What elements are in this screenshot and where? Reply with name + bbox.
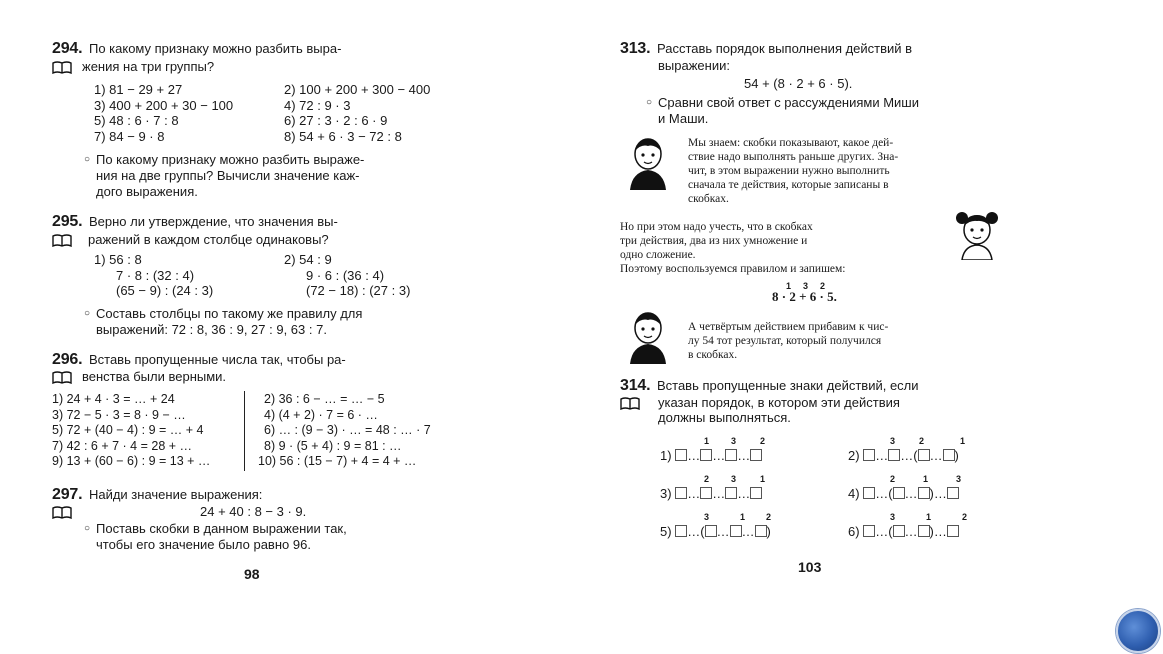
expression: 7) 84 − 9 · 8	[94, 128, 165, 144]
order-mark: 1	[704, 436, 710, 446]
expression: 1) 81 − 29 + 27	[94, 82, 183, 97]
order-mark: 2	[890, 474, 896, 484]
task-number: 296.	[52, 351, 83, 368]
blank-box[interactable]	[893, 525, 905, 537]
task-294-heading	[52, 41, 452, 56]
task-296-col1	[52, 392, 210, 470]
blank-box[interactable]	[675, 487, 687, 499]
blank-box[interactable]	[700, 449, 712, 461]
task-number: 314.	[620, 377, 651, 394]
expression: 8) 54 + 6 · 3 − 72 : 8	[284, 128, 402, 144]
task-295-question: Составь столбцы по такому же правилу для выражений: 72 : 8, 36 : 9, 27 : 9, 63 : 7.	[96, 306, 363, 337]
blank-expression: 6) …( … )…	[848, 524, 959, 539]
order-mark: 1	[923, 474, 929, 484]
blank-expression: 3) … … …	[660, 486, 762, 501]
equation: 3) 72 − 5 · 3 = 8 · 9 − …	[52, 407, 186, 422]
blank-box[interactable]	[725, 449, 737, 461]
order-mark: 3	[890, 436, 896, 446]
blank-expression: 2) … …( … )	[848, 448, 959, 463]
expression: 2) 100 + 200 + 300 − 400	[284, 82, 431, 97]
blank-box[interactable]	[705, 525, 717, 537]
girl-portrait-icon	[954, 208, 1000, 265]
order-mark: 3	[890, 512, 896, 522]
blank-box[interactable]	[730, 525, 742, 537]
task-number: 294.	[52, 40, 83, 57]
equation: 5) 72 + (40 − 4) : 9 = … + 4	[52, 423, 204, 437]
task-314-text: указан порядок, в котором эти действия должны выполняться.	[658, 395, 900, 425]
task-294-question: По какому признаку можно разбить выраже- ния на две группы? Вычисли значение каж- дого выражения.	[96, 152, 365, 199]
blank-box[interactable]	[947, 525, 959, 537]
task-294-col1	[94, 82, 233, 144]
order-expression: 8 · 2 + 6 · 5.	[772, 289, 837, 304]
equation: 8) 9 · (5 + 4) : 9 = 81 : …	[264, 438, 402, 453]
task-text: выражении:	[658, 58, 730, 73]
blank-box[interactable]	[918, 487, 930, 499]
blank-box[interactable]	[947, 487, 959, 499]
equation: 1) 24 + 4 · 3 = … + 24	[52, 392, 175, 406]
open-book-icon	[52, 234, 72, 247]
order-mark: 3	[803, 281, 809, 291]
expression: 3) 400 + 200 + 30 − 100	[94, 97, 234, 113]
task-text: венства были верными.	[82, 369, 227, 384]
bullet-icon: ○	[646, 97, 653, 108]
order-mark: 1	[786, 281, 792, 291]
order-mark: 1	[960, 436, 966, 446]
task-text: жения на три группы?	[82, 59, 215, 74]
blank-box[interactable]	[755, 525, 767, 537]
task-297-heading	[52, 487, 452, 502]
round-logo[interactable]	[1116, 609, 1160, 653]
expression: 6) 27 : 3 · 2 : 6 · 9	[284, 113, 388, 128]
blank-expression: 1) … … …	[660, 448, 762, 463]
open-book-icon	[52, 506, 72, 519]
blank-expression: 5) …( … … )	[660, 524, 771, 539]
blank-box[interactable]	[675, 525, 687, 537]
boy-portrait-icon	[626, 312, 670, 369]
task-295-col2	[284, 252, 410, 299]
order-mark: 2	[962, 512, 968, 522]
bullet-icon: ○	[84, 154, 91, 165]
equation: 4) (4 + 2) · 7 = 6 · …	[264, 407, 378, 422]
task-296-heading	[52, 352, 452, 367]
expression: 1) 56 : 8	[94, 252, 142, 267]
blank-box[interactable]	[918, 449, 930, 461]
order-mark: 2	[760, 436, 766, 446]
blank-box[interactable]	[700, 487, 712, 499]
equation: 2) 36 : 6 − … = … − 5	[264, 392, 385, 406]
task-text: Вставь пропущенные знаки действий, если	[656, 378, 919, 393]
task-text: Расставь порядок выполнения действий в	[656, 41, 913, 56]
blank-box[interactable]	[863, 525, 875, 537]
order-mark: 2	[919, 436, 925, 446]
task-number: 297.	[52, 486, 83, 503]
task-314-heading	[620, 378, 1012, 393]
task-294-col2	[284, 82, 430, 144]
blank-box[interactable]	[943, 449, 955, 461]
task-296-col2	[258, 392, 431, 470]
task-313-question: Сравни свой ответ с рассуждениями Миши и Маши.	[658, 95, 919, 126]
order-mark: 3	[731, 474, 737, 484]
misha-speech-2: А четвёртым действием прибавим к чис- лу 54 тот результат, который получился в скобках.	[688, 321, 889, 361]
task-297-question: Поставь скобки в данном выражении так, чтобы его значение было равно 96.	[96, 521, 347, 552]
blank-box[interactable]	[918, 525, 930, 537]
expression: 4) 72 : 9 · 3	[284, 97, 351, 113]
blank-expression: 4) …( … )…	[848, 486, 959, 501]
task-text: Верно ли утверждение, что значения вы-	[88, 214, 338, 229]
task-text: По какому признаку можно разбить выра-	[88, 41, 342, 56]
order-mark: 2	[820, 281, 826, 291]
order-mark: 2	[704, 474, 710, 484]
task-number: 295.	[52, 213, 83, 230]
expression: (72 − 18) : (27 : 3)	[306, 283, 411, 298]
task-295-heading	[52, 214, 452, 229]
bullet-icon: ○	[84, 523, 91, 534]
task-313-heading	[620, 41, 1012, 56]
task-number: 313.	[620, 40, 651, 57]
blank-box[interactable]	[750, 487, 762, 499]
expression: 24 + 40 : 8 − 3 · 9.	[200, 504, 307, 519]
boy-portrait-icon	[626, 138, 670, 195]
equation: 10) 56 : (15 − 7) + 4 = 4 + …	[258, 454, 417, 468]
order-mark: 3	[731, 436, 737, 446]
task-text: ражений в каждом столбце одинаковы?	[88, 232, 329, 247]
masha-speech: Но при этом надо учесть, что в скобках три действия, два из них умножение и одно сложение. Поэтому воспользуемся правилом и запишем:	[620, 221, 846, 275]
blank-box[interactable]	[863, 449, 875, 461]
task-text: Вставь пропущенные числа так, чтобы ра-	[88, 352, 346, 367]
open-book-icon	[52, 371, 72, 384]
blank-box[interactable]	[893, 487, 905, 499]
order-mark: 3	[956, 474, 962, 484]
column-divider	[244, 391, 245, 471]
expression: 9 · 6 : (36 : 4)	[306, 267, 385, 283]
order-mark: 1	[926, 512, 932, 522]
order-mark: 3	[704, 512, 710, 522]
page-number: 98	[244, 566, 260, 582]
equation: 9) 13 + (60 − 6) : 9 = 13 + …	[52, 454, 211, 468]
task-text: Найди значение выражения:	[88, 487, 263, 502]
blank-box[interactable]	[750, 449, 762, 461]
misha-speech-1: Мы знаем: скобки показывают, какое дей- ствие надо выполнять раньше других. Зна- чит, в этом выражении нужно выполнить сначала те действия, которые записаны в скобках.	[688, 137, 899, 205]
blank-box[interactable]	[675, 449, 687, 461]
blank-box[interactable]	[725, 487, 737, 499]
expression: 54 + (8 · 2 + 6 · 5).	[744, 76, 853, 91]
equation: 7) 42 : 6 + 7 · 4 = 28 + …	[52, 438, 193, 453]
expression: 5) 48 : 6 · 7 : 8	[94, 113, 179, 128]
bullet-icon: ○	[84, 308, 91, 319]
blank-box[interactable]	[863, 487, 875, 499]
order-mark: 1	[740, 512, 746, 522]
page-number: 103	[798, 559, 822, 575]
expression: 7 · 8 : (32 : 4)	[116, 267, 195, 283]
open-book-icon	[52, 61, 72, 74]
blank-box[interactable]	[888, 449, 900, 461]
open-book-icon	[620, 397, 640, 410]
order-mark: 1	[760, 474, 766, 484]
equation: 6) … : (9 − 3) · … = 48 : … · 7	[264, 423, 431, 437]
expression: (65 − 9) : (24 : 3)	[116, 283, 214, 298]
order-mark: 2	[766, 512, 772, 522]
expression: 2) 54 : 9	[284, 252, 332, 267]
task-295-col1	[94, 252, 213, 299]
